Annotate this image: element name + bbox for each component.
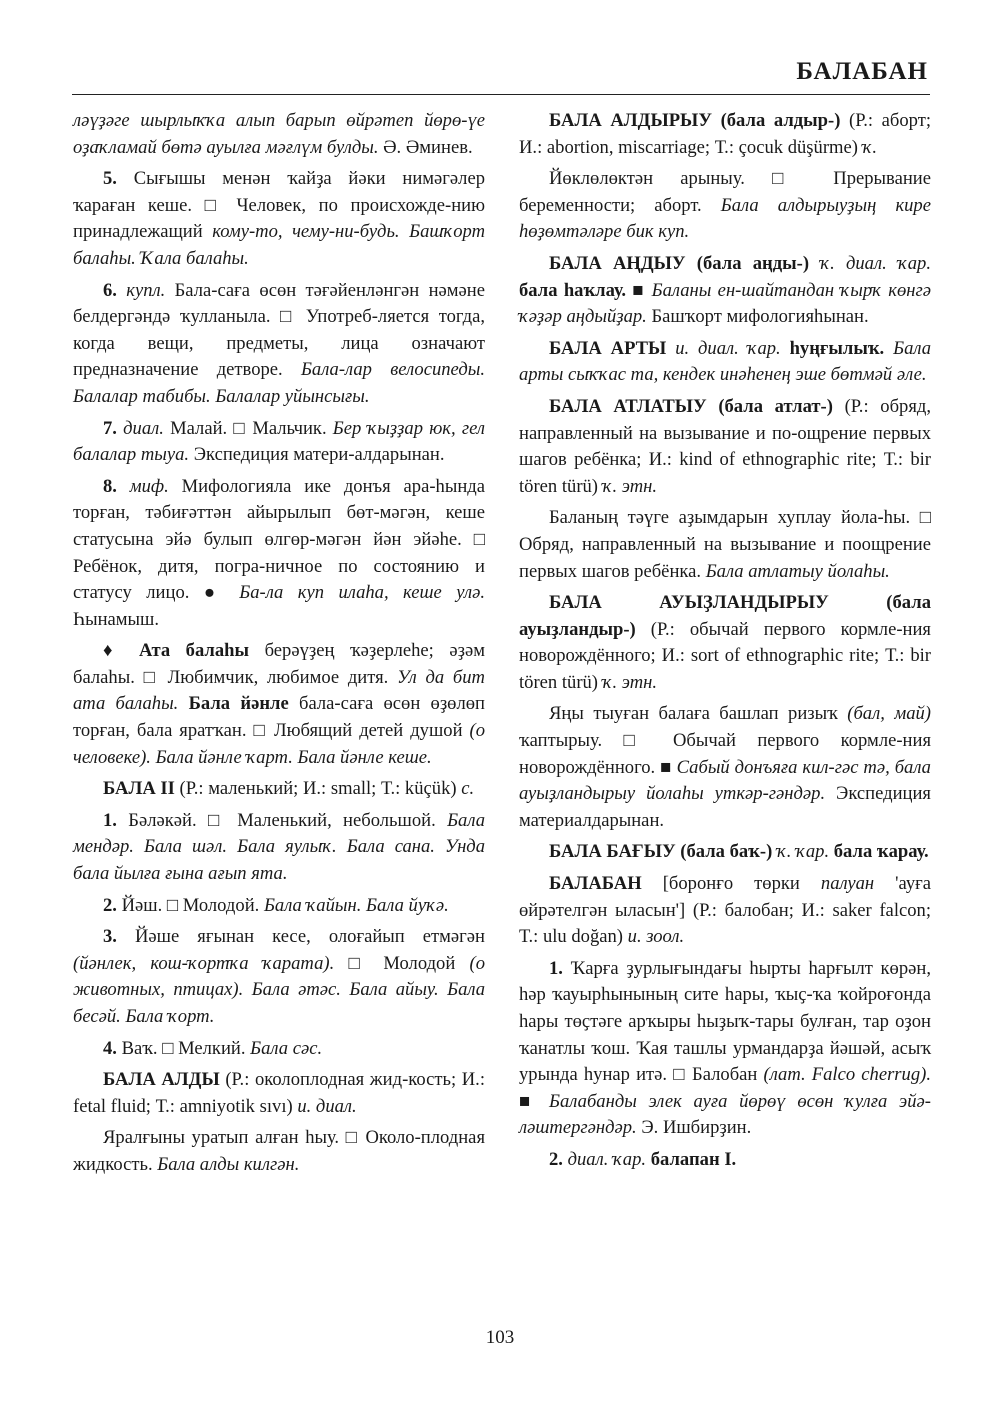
entry-paragraph — [73, 1125, 485, 1178]
italic-run: и. зоол. — [627, 926, 685, 948]
text-run: Бала-саға өсөн тәғәйенләнгән нәмәне белдергәндә ҡулланыла. □ Употреб-ляется тогда, когда вещи, предметы, лица означают предназначение детворе. — [73, 279, 486, 381]
italic-run: ҡ. этн. — [602, 671, 658, 693]
bold-run: 1. — [549, 957, 563, 979]
entry-paragraph — [519, 701, 931, 834]
text-run: Баланың тәүге аҙымдарын хуплау йола-һы. □ Обряд, направленный на вызывание и поощрение первых шагов ребёнка. — [519, 507, 931, 582]
italic-run: Бала сәс. — [250, 1037, 323, 1059]
bold-run: БАЛА АҢДЫУ (бала аңды-) — [549, 252, 810, 274]
italic-run: ҡ. диал. ҡар. — [809, 252, 931, 274]
entry-paragraph — [519, 166, 931, 246]
text-run: 'ауға өйрәтелгән ыласын'] (Р.: балобан; И.: saker falcon; Т.: ulu doğan) — [519, 873, 931, 948]
entry-paragraph — [519, 956, 931, 1142]
entry-paragraph — [73, 416, 485, 469]
entry-headword-paragraph — [519, 871, 931, 951]
italic-run: Балабанды элек ауға йөрөү өсөн ҡулға эйә-ләштергәндәр. — [519, 1090, 931, 1139]
text-run: Экспедиция материалдарынан. — [519, 783, 931, 831]
italic-run: миф. — [116, 475, 169, 497]
entry-headword-paragraph — [519, 251, 931, 331]
entry-headword-paragraph — [519, 336, 931, 389]
bold-run: БАЛА АРТЫ — [549, 337, 667, 359]
text-run: Йөклөлөктән арыныу. □ Прерывание беременности; аборт. — [519, 168, 931, 216]
entry-paragraph — [73, 166, 485, 272]
entry-paragraph — [73, 808, 485, 888]
left-column — [73, 108, 485, 1184]
text-run: Экспедиция матери-алдарынан. — [189, 444, 445, 466]
italic-run: с. — [461, 778, 475, 800]
entry-paragraph — [73, 893, 485, 920]
bold-run: 6. — [103, 279, 117, 301]
bold-run: БАЛА АТЛАТЫУ (бала атлат-) — [549, 395, 833, 417]
text-run: □ Молодой — [334, 952, 470, 974]
italic-run: кому-то, чему-ни-будь. Башҡорт балаһы. Ҡала балаһы. — [73, 221, 485, 269]
entry-paragraph — [73, 108, 485, 161]
italic-run: (лат. Falco cherrug). — [763, 1064, 931, 1086]
italic-run: и. диал. ҡар. — [666, 337, 781, 359]
italic-run: Ул да бит ата балаһы. — [73, 666, 485, 715]
text-run: ■ — [519, 1090, 550, 1112]
italic-run: диал. — [116, 417, 164, 439]
text-run: Яралғыны уратып алған һыу. □ Около-плодная жидкость. — [73, 1127, 485, 1175]
text-run: Э. Ишбирҙин. — [636, 1117, 752, 1139]
text-run: (Р.: обряд, направленный на вызывание и по-ощрение первых шагов ребёнка; И.: kind of ethnographic rite; Т.: bir tören türü) — [519, 395, 931, 497]
bold-run: 5. — [103, 168, 117, 190]
bold-run: балапан I. — [646, 1148, 737, 1170]
italic-run: ләүҙәге шырлыҡҡа алып барып өйрәтеп йөрө-үе оҙаҡламай бөтә ауылға мәғлүм булды. — [73, 110, 485, 158]
italic-run: Бала арты сыҡҡас та, кендек инәһенең эше бөтмәй әле. — [519, 337, 931, 386]
italic-run: ҡ. ҡар. — [772, 841, 830, 863]
text-run: (Р.: маленький; И.: small; Т.: küçük) — [174, 778, 462, 800]
bold-run: 1. — [103, 809, 117, 831]
entry-headword-paragraph — [73, 1067, 485, 1120]
italic-run: Бала алдырыуҙың кире һөҙөмтәләре бик куп. — [519, 194, 931, 243]
italic-run: Бала мендәр. Бала шәл. Бала яулыҡ. Бала сана. Унда бала йылға ғына ағып ята. — [73, 809, 485, 885]
bold-run: 2. — [549, 1148, 563, 1170]
text-run: Мифологияла ике донъя ара-һында торған, тәбиғәттән айырылып бөт-мәгән, кеше статусына эйә булып өлгөр-мәгән йән эйәһе. □ Ребёнок, дитя, погра-ничное по состоянию и статусу лицо. ● — [73, 475, 485, 604]
entry-paragraph — [73, 1036, 485, 1063]
italic-run: Баланы ен-шайтандан ҡырҡ көнгә ҡәҙәр аңдыйҙар. — [519, 279, 931, 328]
entry-headword-paragraph — [73, 776, 485, 803]
bold-run: 7. — [103, 417, 117, 439]
entry-headword-paragraph — [519, 590, 931, 696]
text-run: Бәләкәй. □ Маленький, небольшой. — [116, 809, 448, 831]
entry-headword-paragraph — [519, 394, 931, 500]
text-run: [боронғо төрки — [641, 873, 821, 895]
text-run: берәүҙең ҡәҙерлеһе; әҙәм балаһы. □ Любимчик, любимое дитя. — [73, 640, 485, 688]
text-run: бала-саға өсөн өҙөлөп торған, бала яратҡан. □ Любящий детей душой — [73, 693, 486, 742]
text-run: Йәш. □ Молодой. — [116, 894, 264, 916]
bold-run: БАЛАБАН — [549, 873, 642, 895]
bold-run: 8. — [103, 475, 117, 497]
text-run: Сығышы менән ҡайҙа йәки нимәгәлер ҡараған кеше. □ Человек, по происхожде-нию принадлежащий — [73, 168, 485, 243]
italic-run: Сабый донъяға кил-гәс тә, бала ауыҙландырыу йолаһы уткәр-гәндәр. — [519, 756, 931, 805]
entry-headword-paragraph — [519, 839, 931, 866]
entry-paragraph — [519, 1147, 931, 1174]
italic-run: Бала атлатыу йолаһы. — [705, 560, 890, 582]
italic-run: ҡ. — [862, 136, 878, 158]
bold-run: 4. — [103, 1037, 117, 1059]
text-run: Һынамыш. — [73, 608, 160, 630]
header-rule — [72, 94, 930, 95]
text-run: Йәше яғынан кесе, олоғайып етмәгән — [116, 926, 485, 948]
entry-headword-paragraph — [519, 108, 931, 161]
bold-run: 2. — [103, 894, 117, 916]
italic-run: (бал, май) — [847, 703, 931, 725]
page-number: 103 — [485, 1327, 515, 1348]
italic-run: (о животных, птицах). Бала әтәс. Бала айыу. Бала бесәй. Бала ҡорт. — [73, 952, 485, 1027]
bold-run: ♦ Ата балаһы — [103, 640, 250, 662]
bold-run: БАЛА II — [103, 778, 175, 800]
bold-run: бала ҡарау. — [829, 841, 929, 863]
bold-run: һуңғылыҡ. — [780, 337, 885, 359]
italic-run: Бала ҡайын. Бала йуҡә. — [263, 894, 449, 916]
text-run: Башҡорт мифологияһынан. — [646, 306, 869, 328]
italic-run: Бер ҡыҙҙар юк, гел балалар тыуа. — [73, 417, 485, 466]
text-run: Малай. □ Мальчик. — [163, 417, 333, 439]
bold-run: 3. — [103, 926, 117, 948]
italic-run: купл. — [116, 279, 166, 301]
bold-run: БАЛА БАҒЫУ (бала баҡ-) — [549, 841, 773, 863]
entry-paragraph — [73, 278, 485, 411]
entry-paragraph — [73, 924, 485, 1030]
italic-run: диал. ҡар. — [562, 1148, 647, 1170]
italic-run: Бала алды килгән. — [157, 1153, 300, 1175]
text-run: ҡаптырыу. □ Обычай первого кормле-ния новорождённого. ■ — [519, 730, 931, 778]
italic-run: Бала-лар велосипеды. Балалар табибы. Балалар уйынсығы. — [73, 359, 485, 407]
bold-run: БАЛА АУЫҘЛАНДЫРЫУ (бала ауыҙландыр-) — [519, 592, 931, 640]
text-run: Ваҡ. □ Мелкий. — [116, 1037, 251, 1059]
italic-run: Ба-ла куп илаһа, кеше улә. — [239, 582, 485, 604]
bold-run: бала һаҡлау. — [519, 279, 627, 301]
right-column — [519, 108, 931, 1179]
bold-run: БАЛА АЛДЫ — [103, 1069, 220, 1091]
text-run: (Р.: аборт; И.: abortion, miscarriage; Т.: çocuk düşürme) — [519, 110, 931, 158]
italic-run: палуан — [820, 873, 875, 895]
text-run: Ҡарға ҙурлығындағы һырты һарғылт көрән, һәр ҡауырһынының сите һары, ҡыҫ-ҡа ҡойроғонда һары төҫтәге арҡыры һыҙыҡ-тары булған, тар оҙон ҡанатлы ҡош. Ҡая ташлы урмандарҙа йәшәй, асыҡ урында һунар итә. □ Балобан — [519, 957, 931, 1086]
bold-run: БАЛА АЛДЫРЫУ (бала алдыр-) — [549, 110, 841, 131]
text-run: (Р.: околоплодная жид-кость; И.: fetal fluid; Т.: amniyotik sıvı) — [73, 1069, 485, 1117]
italic-run: ҡ. этн. — [602, 475, 658, 497]
text-run: (Р.: обычай первого кормле-ния новорождённого; И.: sort of ethnographic rite; Т.: bir tören türü) — [519, 618, 931, 693]
entry-paragraph — [73, 638, 485, 771]
text-run: Яңы тыуған балаға башлап ризыҡ — [549, 703, 848, 725]
italic-run: и. диал. — [297, 1095, 357, 1117]
entry-paragraph — [73, 474, 485, 634]
entry-paragraph — [519, 505, 931, 585]
text-run: ■ — [626, 279, 652, 301]
text-run: Ә. Әминев. — [378, 136, 473, 158]
bold-run: Бала йәнле — [178, 693, 289, 715]
italic-run: (о человеке). Бала йәнле ҡарт. Бала йәнле кеше. — [73, 720, 485, 768]
italic-run: (йәнлек, кош-ҡортҡа ҡарата). — [73, 952, 335, 974]
running-head: БАЛАБАН — [796, 58, 928, 85]
